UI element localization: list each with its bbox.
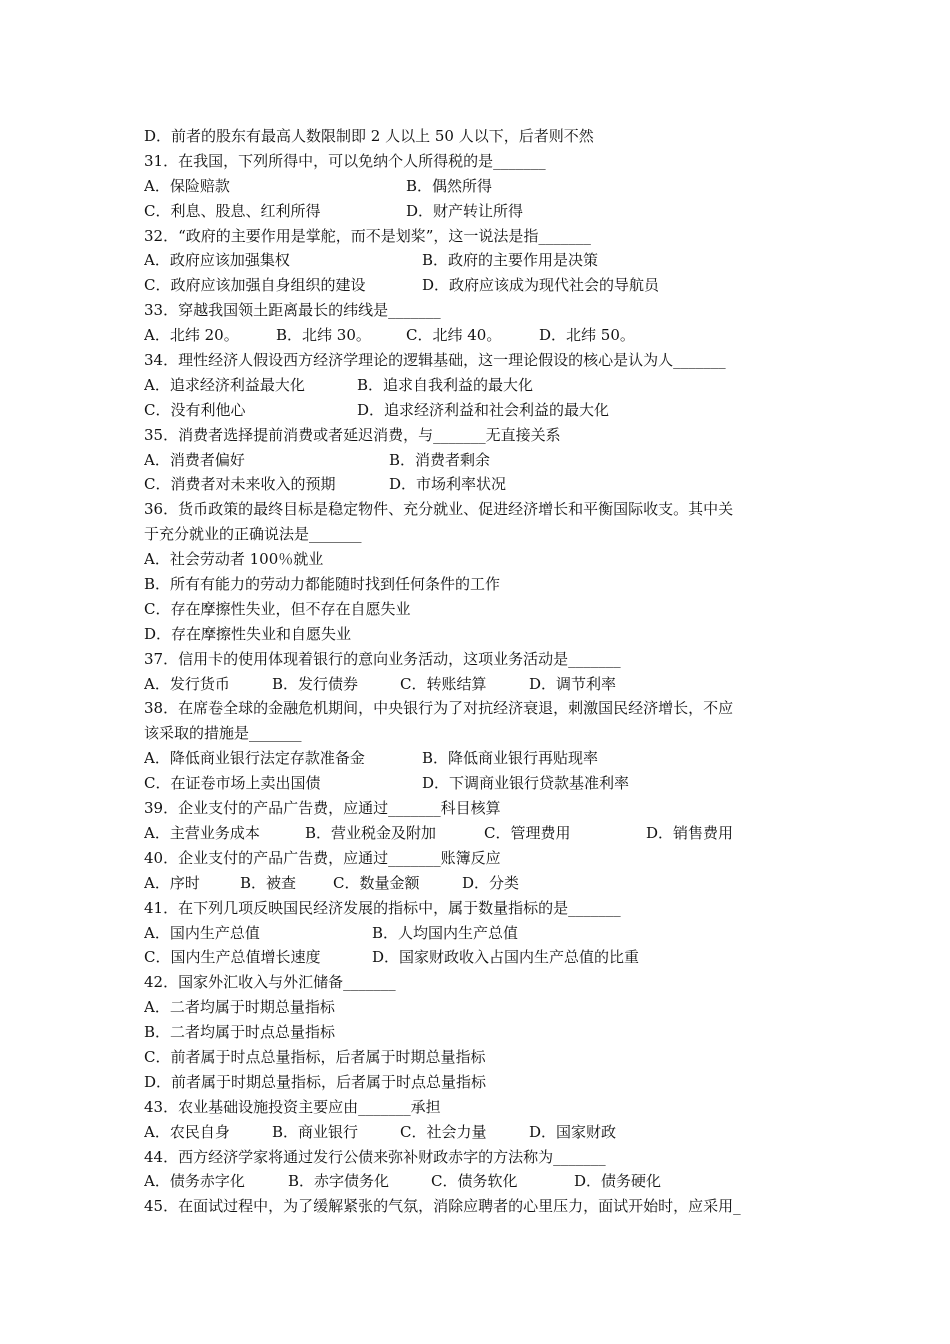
option-b: B．被查: [240, 873, 297, 892]
option-c: C．债务软化: [431, 1172, 518, 1191]
option-b: D．下调商业银行贷款基准利率: [422, 774, 630, 793]
text-line: C．存在摩擦性失业，但不存在自愿失业: [144, 599, 411, 618]
text-line: 42．国家外汇收入与外汇储备_______: [144, 973, 396, 992]
options-row: [144, 273, 824, 298]
option-d: D．销售费用: [646, 823, 734, 842]
options-row: [144, 1169, 824, 1194]
text-line: 39．企业支付的产品广告费，应通过_______科目核算: [144, 799, 501, 818]
text-line: A．二者均属于时期总量指标: [144, 998, 335, 1017]
text-line: 44．西方经济学家将通过发行公债来弥补财政赤字的方法称为_______: [144, 1147, 606, 1166]
option-a: C．在证卷市场上卖出国债: [144, 774, 321, 793]
options-row: [144, 746, 824, 771]
option-b: B．追求自我利益的最大化: [357, 375, 534, 394]
option-b: B．营业税金及附加: [305, 823, 437, 842]
options-row: [144, 174, 824, 199]
text-line: 38．在席卷全球的金融危机期间，中央银行为了对抗经济衰退，刺激国民经济增长，不应: [144, 699, 734, 718]
options-row: [144, 199, 824, 224]
options-row: [144, 472, 824, 497]
option-c: C．北纬 40。: [406, 326, 502, 345]
text-line: 33．穿越我国领土距离最长的纬线是_______: [144, 301, 441, 320]
text-line: 45．在面试过程中，为了缓解紧张的气氛，消除应聘者的心里压力，面试开始时，应采用_: [144, 1197, 741, 1216]
option-a: C．政府应该加强自身组织的建设: [144, 276, 366, 295]
option-b: B．北纬 30。: [276, 326, 371, 345]
text-line: 该采取的措施是_______: [144, 724, 302, 743]
option-b: B．赤字债务化: [288, 1172, 390, 1191]
option-c: C．转账结算: [400, 674, 487, 693]
text-line: D．存在摩擦性失业和自愿失业: [144, 624, 352, 643]
option-c: C．管理费用: [484, 823, 571, 842]
option-b: B．商业银行: [272, 1122, 359, 1141]
option-a: A．北纬 20。: [144, 326, 239, 345]
option-d: D．国家财政: [529, 1122, 617, 1141]
options-row: [144, 821, 824, 846]
option-b: B．政府的主要作用是决策: [422, 251, 599, 270]
text-line: D．前者属于时期总量指标，后者属于时点总量指标: [144, 1072, 487, 1091]
options-row: [144, 323, 824, 348]
option-a: C．消费者对未来收入的预期: [144, 475, 336, 494]
option-a: A．主营业务成本: [144, 823, 260, 842]
text-line: 40．企业支付的产品广告费，应通过_______账簿反应: [144, 848, 501, 867]
option-b: D．国家财政收入占国内生产总值的比重: [372, 948, 640, 967]
option-d: D．调节利率: [529, 674, 617, 693]
text-line: B．所有有能力的劳动力都能随时找到任何条件的工作: [144, 575, 501, 594]
option-a: C．国内生产总值增长速度: [144, 948, 321, 967]
text-line: A．社会劳动者 100％就业: [144, 550, 324, 569]
options-row: [144, 398, 824, 423]
option-b: D．市场利率状况: [389, 475, 507, 494]
options-row: [144, 448, 824, 473]
text-line: 36．货币政策的最终目标是稳定物件、充分就业、促进经济增长和平衡国际收支。其中关: [144, 500, 734, 519]
text-line: 于充分就业的正确说法是_______: [144, 525, 362, 544]
option-b: B．消费者剩余: [389, 450, 491, 469]
option-b: D．财产转让所得: [406, 201, 524, 220]
option-a: A．发行货币: [144, 674, 230, 693]
text-line: 37．信用卡的使用体现着银行的意向业务活动，这项业务活动是_______: [144, 649, 621, 668]
option-a: C．利息、股息、红利所得: [144, 201, 321, 220]
option-d: D．债务硬化: [574, 1172, 662, 1191]
text-line: 41．在下列几项反映国民经济发展的指标中，属于数量指标的是_______: [144, 898, 621, 917]
options-row: [144, 1120, 824, 1145]
option-c: C．数量金额: [333, 873, 420, 892]
option-d: D．北纬 50。: [539, 326, 635, 345]
option-b: B．降低商业银行再贴现率: [422, 749, 599, 768]
option-b: B．偶然所得: [406, 176, 493, 195]
options-row: [144, 771, 824, 796]
options-row: [144, 871, 824, 896]
text-line: 35．消费者选择提前消费或者延迟消费，与_______无直接关系: [144, 425, 561, 444]
text-line: 43．农业基础设施投资主要应由_______承担: [144, 1097, 441, 1116]
option-a: A．序时: [144, 873, 200, 892]
question-list: [144, 124, 824, 1219]
text-line: B．二者均属于时点总量指标: [144, 1023, 336, 1042]
option-a: A．国内生产总值: [144, 923, 260, 942]
option-b: D．政府应该成为现代社会的导航员: [422, 276, 660, 295]
option-c: C．社会力量: [400, 1122, 487, 1141]
option-a: A．政府应该加强集权: [144, 251, 290, 270]
option-a: A．降低商业银行法定存款准备金: [144, 749, 365, 768]
option-a: A．农民自身: [144, 1122, 230, 1141]
option-a: A．消费者偏好: [144, 450, 245, 469]
text-line: 34．理性经济人假设西方经济学理论的逻辑基础，这一理论假设的核心是认为人_______: [144, 351, 726, 370]
option-b: B．人均国内生产总值: [372, 923, 519, 942]
option-a: A．追求经济利益最大化: [144, 375, 305, 394]
option-a: A．债务赤字化: [144, 1172, 245, 1191]
text-line: D．前者的股东有最高人数限制即 2 人以上 50 人以下，后者则不然: [144, 127, 594, 145]
text-line: 31．在我国，下列所得中，可以免纳个人所得税的是_______: [144, 151, 546, 170]
option-d: D．分类: [462, 873, 520, 892]
options-row: [144, 248, 824, 273]
options-row: [144, 921, 824, 946]
option-a: C．没有利他心: [144, 400, 246, 419]
option-a: A．保险赔款: [144, 176, 230, 195]
options-row: [144, 373, 824, 398]
option-b: D．追求经济利益和社会利益的最大化: [357, 400, 610, 419]
text-line: 32．“政府的主要作用是掌舵，而不是划桨”，这一说法是指_______: [144, 226, 591, 245]
option-b: B．发行债券: [272, 674, 359, 693]
options-row: [144, 672, 824, 697]
options-row: [144, 945, 824, 970]
text-line: C．前者属于时点总量指标，后者属于时期总量指标: [144, 1047, 486, 1066]
